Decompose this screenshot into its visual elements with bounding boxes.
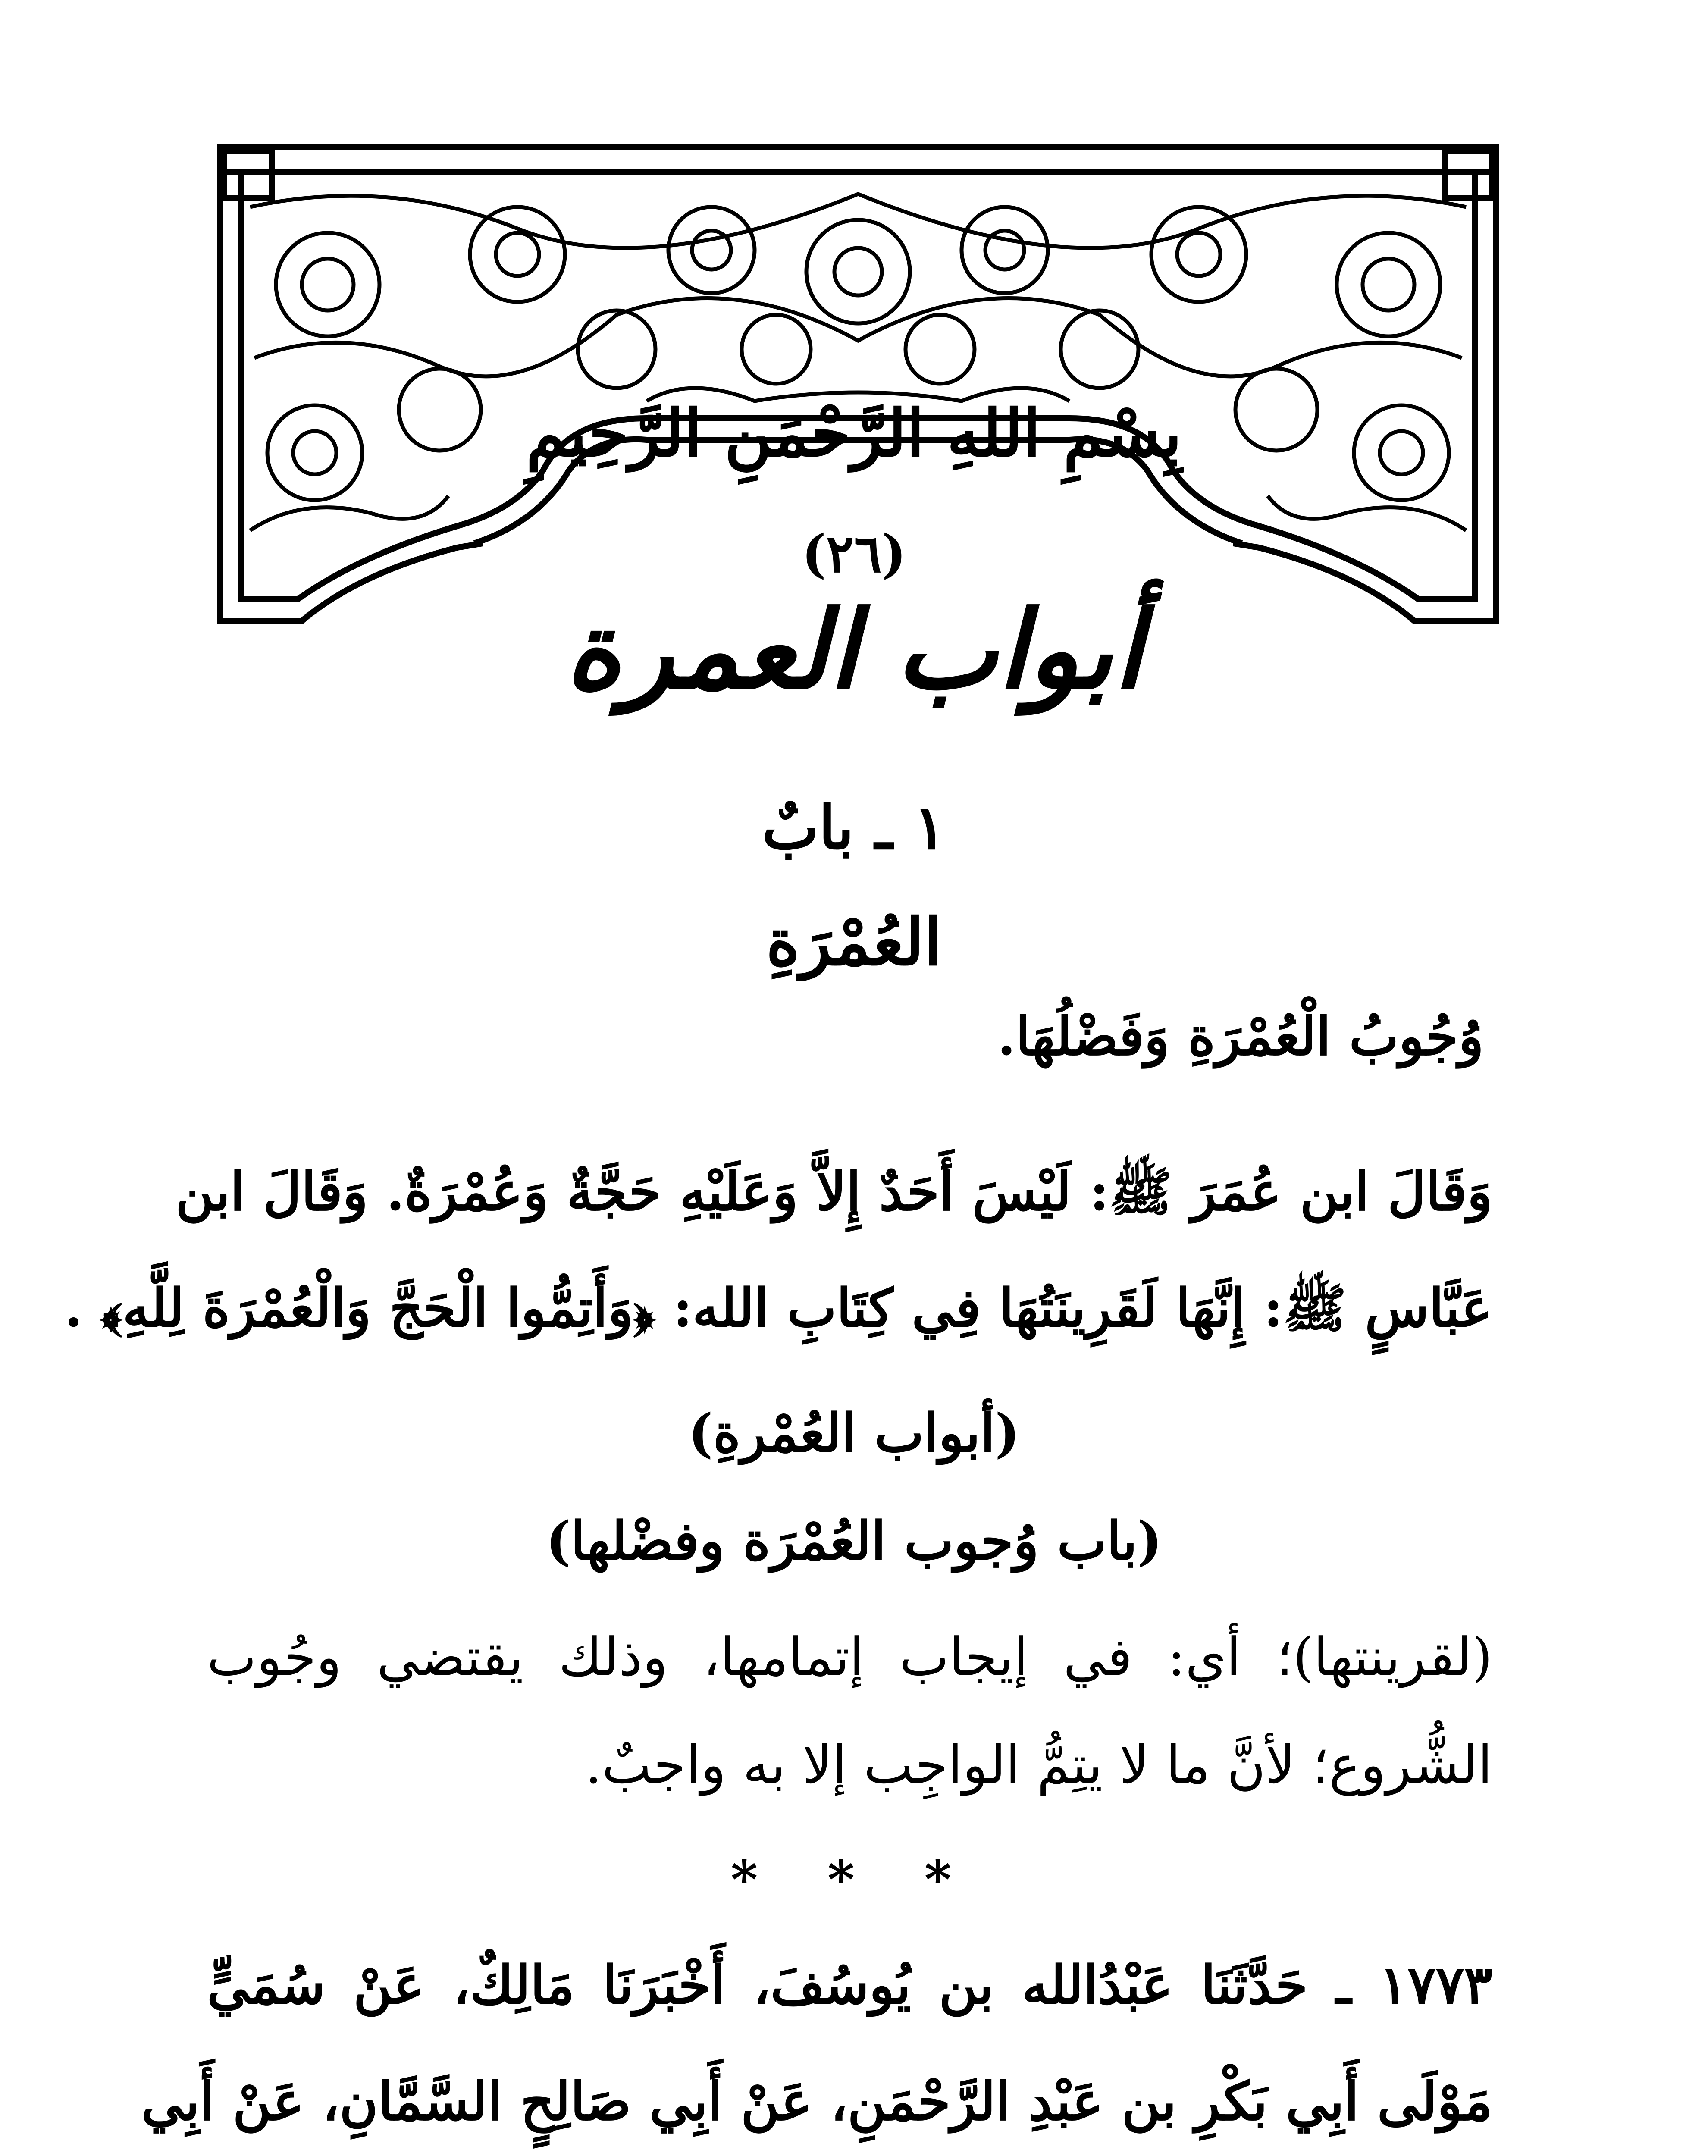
commentary-line: (لقرينتها)؛ أي: في إيجاب إتمامها، وذلك يقتضي وجُوب bbox=[207, 1626, 1492, 1688]
section-separator: * * * bbox=[730, 1849, 978, 1910]
chapter-number: ١ ـ بابٌ bbox=[762, 793, 946, 863]
chapter-name: العُمْرَةِ bbox=[766, 904, 942, 980]
book-title: أبواب العمرة bbox=[565, 586, 1143, 713]
chapter-subtitle: وُجُوبُ الْعُمْرَةِ وَفَضْلُهَا. bbox=[997, 1005, 1484, 1067]
part-number: (٢٦) bbox=[802, 523, 906, 584]
paragraph-line: وَقَالَ ابن عُمَرَ ﷺ: لَيْسَ أَحَدٌ إِلاَّ وَعَلَيْهِ حَجَّةٌ وَعُمْرَةٌ. وَقَالَ ابن bbox=[176, 1160, 1492, 1222]
paragraph-line: عَبَّاسٍ ﷺ: إِنَّهَا لَقَرِينَتُهَا فِي كِتَابِ الله: ﴿وَأَتِمُّوا الْحَجَّ وَالْعُمْرَةَ لِلَّهِ﴾ . bbox=[64, 1277, 1492, 1339]
commentary-heading: (أبواب العُمْرةِ) bbox=[688, 1402, 1020, 1464]
commentary-heading: (باب وُجوب العُمْرَة وفضْلها) bbox=[545, 1510, 1163, 1572]
hadith-line: ١٧٧٣ ـ حَدَّثَنَا عَبْدُالله بن يُوسُفَ، أَخْبَرَنَا مَالِكٌ، عَنْ سُمَيٍّ bbox=[207, 1954, 1492, 2016]
hadith-line: مَوْلَى أَبِي بَكْرِ بن عَبْدِ الرَّحْمَنِ، عَنْ أَبِي صَالِحٍ السَّمَّانِ، عَنْ أَبِي bbox=[141, 2070, 1492, 2132]
commentary-line: الشُّروع؛ لأنَّ ما لا يتِمُّ الواجِب إلا به واجبٌ. bbox=[585, 1734, 1492, 1796]
basmala: بِسْمِ اللهِ الرَّحْمَنِ الرَّحِيمِ bbox=[526, 395, 1182, 471]
